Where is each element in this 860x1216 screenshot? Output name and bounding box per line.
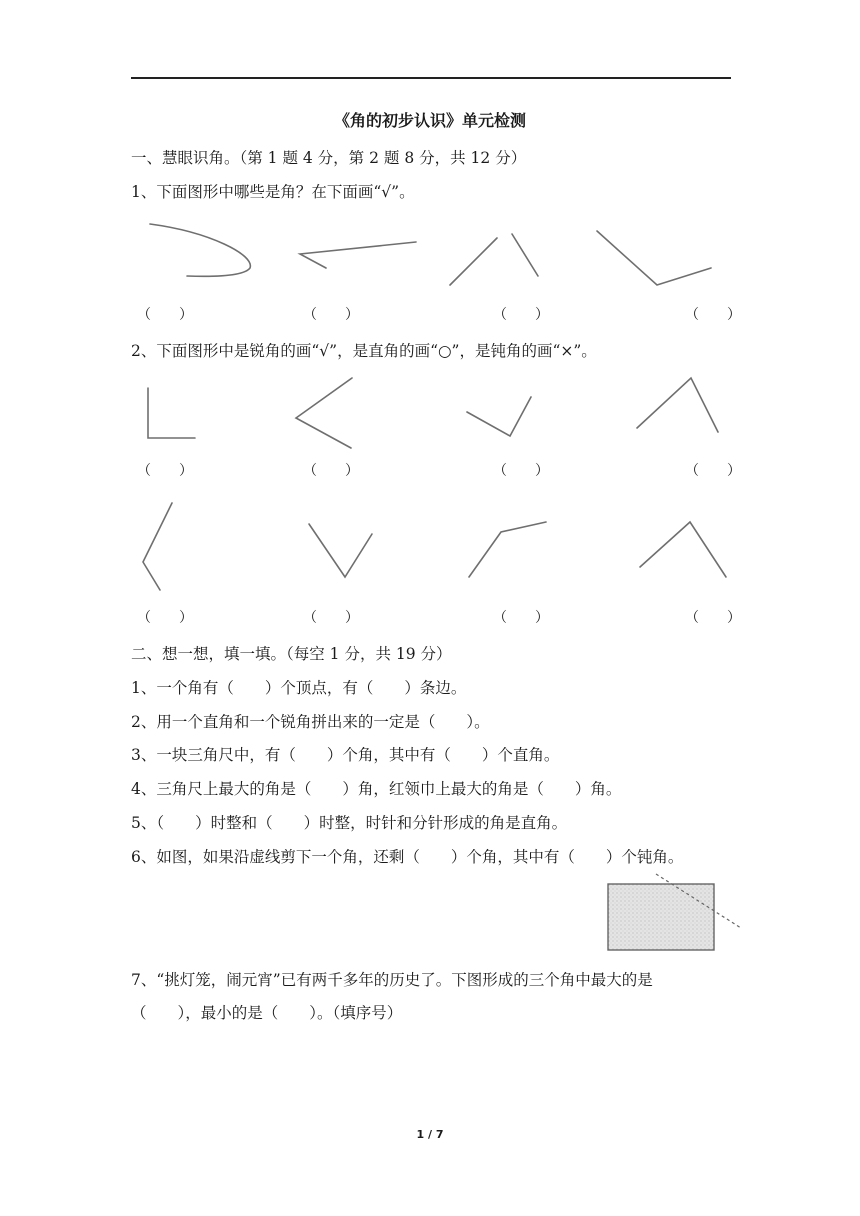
figure-separated-lines-b xyxy=(512,234,538,276)
figure-acute-angle-left xyxy=(296,378,352,448)
answer-blank[interactable]: （ ） xyxy=(303,307,359,323)
answer-blank[interactable]: （ ） xyxy=(303,463,359,479)
figure-peak-angle xyxy=(637,378,718,432)
answer-blank[interactable]: （ ） xyxy=(303,610,359,626)
answer-blank[interactable]: （ ） xyxy=(493,463,549,479)
question-2-3: 3、一块三角尺中，有（ ）个角，其中有（ ）个直角。 xyxy=(131,746,560,764)
figure-separated-lines-a xyxy=(450,238,497,285)
section1-heading: 一、慧眼识角。（第 1 题 4 分，第 2 题 8 分，共 12 分） xyxy=(131,149,527,167)
figure-obtuse-open xyxy=(469,522,546,577)
answer-blank[interactable]: （ ） xyxy=(137,463,193,479)
question-2-6: 6、如图，如果沿虚线剪下一个角，还剩（ ）个角，其中有（ ）个钝角。 xyxy=(131,848,684,866)
question-1-1: 1、下面图形中哪些是角？在下面画“√”。 xyxy=(131,183,415,201)
figure-right-angle xyxy=(148,388,195,438)
figure-check-angle xyxy=(467,397,531,436)
figure-angle-obtuse xyxy=(597,231,711,285)
answer-blank[interactable]: （ ） xyxy=(137,307,193,323)
question-1-2: 2、下面图形中是锐角的画“√”，是直角的画“○”，是钝角的画“×”。 xyxy=(131,342,597,360)
cut-rectangle xyxy=(608,884,714,950)
figure-obtuse-left xyxy=(143,503,172,590)
question-2-4: 4、三角尺上最大的角是（ ）角，红领巾上最大的角是（ ）角。 xyxy=(131,780,622,798)
figure-caret-angle xyxy=(640,522,726,577)
answer-blank[interactable]: （ ） xyxy=(493,307,549,323)
answer-blank[interactable]: （ ） xyxy=(685,463,741,479)
question-2-1: 1、一个角有（ ）个顶点，有（ ）条边。 xyxy=(131,679,467,697)
question-2-2: 2、用一个直角和一个锐角拼出来的一定是（ ）。 xyxy=(131,713,490,731)
answer-blank[interactable]: （ ） xyxy=(137,610,193,626)
question-2-7-line1: 7、“挑灯笼，闹元宵”已有两千多年的历史了。下图形成的三个角中最大的是 xyxy=(131,971,653,989)
page-number: 1 / 7 xyxy=(416,1128,444,1141)
question-2-5: 5、（ ）时整和（ ）时整，时针和分针形成的角是直角。 xyxy=(131,814,568,832)
answer-blank[interactable]: （ ） xyxy=(685,307,741,323)
figure-open-angle xyxy=(300,242,416,268)
question-2-7-line2: （ ），最小的是（ ）。（填序号） xyxy=(131,1004,403,1022)
figure-v-angle xyxy=(309,524,372,577)
section2-heading: 二、想一想，填一填。（每空 1 分，共 19 分） xyxy=(131,645,452,663)
answer-blank[interactable]: （ ） xyxy=(493,610,549,626)
answer-blank[interactable]: （ ） xyxy=(685,610,741,626)
page-title: 《角的初步认识》单元检测 xyxy=(333,111,526,130)
figure-curve xyxy=(150,224,250,276)
